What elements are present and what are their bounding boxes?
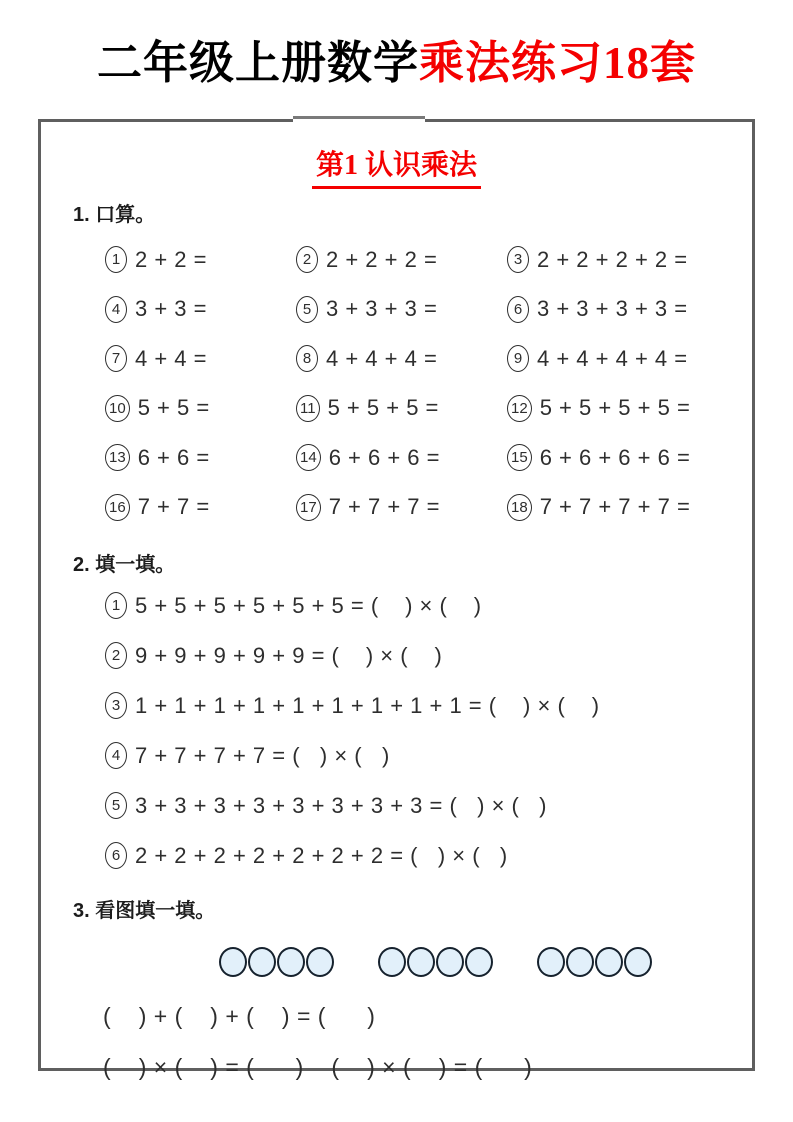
question-1-label: 1. 口算。 xyxy=(73,203,156,226)
circled-number: 3 xyxy=(105,692,127,719)
circled-number: 4 xyxy=(105,296,127,323)
counter-circle xyxy=(277,947,305,977)
q1-problem-5 xyxy=(296,284,507,334)
q3-circle-row xyxy=(219,947,752,977)
counter-circle xyxy=(566,947,594,977)
expression: 1 + 1 + 1 + 1 + 1 + 1 + 1 + 1 + 1 = ( ) × ( ) xyxy=(135,692,600,718)
counter-circle xyxy=(248,947,276,977)
expression: 4 + 4 + 4 = xyxy=(326,345,438,371)
expression: 7 + 7 = xyxy=(137,494,210,519)
expression: 5 + 5 + 5 + 5 + 5 + 5 = ( ) × ( ) xyxy=(135,592,482,618)
q1-problem-3 xyxy=(507,235,752,285)
expression: 2 + 2 + 2 + 2 + 2 + 2 + 2 = ( ) × ( ) xyxy=(135,842,508,868)
expression: 6 + 6 + 6 + 6 = xyxy=(539,444,691,470)
expression: 2 + 2 + 2 + 2 = xyxy=(537,246,688,272)
question-2-label: 2. 填一填。 xyxy=(73,553,176,576)
q2-problem-5 xyxy=(105,781,752,831)
circled-number: 18 xyxy=(507,494,532,521)
counter-circle xyxy=(219,947,247,977)
q1-problem-8 xyxy=(296,334,507,384)
circled-number: 13 xyxy=(105,444,130,471)
q1-problem-15 xyxy=(507,433,752,483)
page-title-red-part: 乘法练习18套 xyxy=(419,38,697,88)
circled-number: 6 xyxy=(105,842,127,869)
q1-problem-10 xyxy=(105,383,296,433)
worksheet-page xyxy=(0,38,793,1122)
expression: 3 + 3 = xyxy=(135,296,208,321)
q2-problem-6 xyxy=(105,831,752,881)
expression: 9 + 9 + 9 + 9 + 9 = ( ) × ( ) xyxy=(135,642,443,668)
q2-problem-4 xyxy=(105,731,752,781)
circled-number: 12 xyxy=(507,395,532,422)
section-title-wrap xyxy=(41,143,752,189)
page-title xyxy=(0,38,793,90)
question-2-list xyxy=(105,581,752,881)
circled-number: 9 xyxy=(507,345,529,372)
q1-problem-7 xyxy=(105,334,296,384)
circled-number: 7 xyxy=(105,345,127,372)
expression: 4 + 4 = xyxy=(135,345,208,371)
circled-number: 2 xyxy=(296,246,318,273)
expression: 3 + 3 + 3 + 3 = xyxy=(537,296,688,321)
q1-problem-9 xyxy=(507,334,752,384)
q1-problem-13 xyxy=(105,433,296,483)
circled-number: 16 xyxy=(105,494,130,521)
q1-problem-17 xyxy=(296,482,507,532)
question-1-grid xyxy=(105,235,752,532)
q2-problem-3 xyxy=(105,681,752,731)
circled-number: 4 xyxy=(105,742,127,769)
q1-problem-1 xyxy=(105,235,296,285)
counter-circle xyxy=(465,947,493,977)
circled-number: 3 xyxy=(507,246,529,273)
circled-number: 11 xyxy=(296,395,320,422)
circle-group-2 xyxy=(378,947,493,977)
counter-circle xyxy=(436,947,464,977)
circled-number: 17 xyxy=(296,494,321,521)
expression: 2 + 2 = xyxy=(135,246,208,272)
counter-circle xyxy=(595,947,623,977)
expression: 7 + 7 + 7 + 7 = ( ) × ( ) xyxy=(135,742,390,768)
q1-problem-11 xyxy=(296,383,507,433)
counter-circle xyxy=(537,947,565,977)
circled-number: 2 xyxy=(105,642,127,669)
circled-number: 6 xyxy=(507,296,529,323)
counter-circle xyxy=(306,947,334,977)
expression: 5 + 5 + 5 = xyxy=(327,395,439,420)
counter-circle xyxy=(407,947,435,977)
worksheet-box xyxy=(38,119,755,1080)
q1-problem-4 xyxy=(105,284,296,334)
counter-circle xyxy=(378,947,406,977)
circled-number: 5 xyxy=(105,792,127,819)
expression: 6 + 6 + 6 = xyxy=(328,444,440,470)
expression: 7 + 7 + 7 = xyxy=(328,494,440,519)
expression: 5 + 5 = xyxy=(137,395,210,420)
expression: 4 + 4 + 4 + 4 = xyxy=(537,345,688,371)
q1-problem-2 xyxy=(296,235,507,285)
q3-addition-line: ( ) + ( ) + ( ) = ( ) xyxy=(103,1002,376,1029)
q1-problem-6 xyxy=(507,284,752,334)
counter-circle xyxy=(624,947,652,977)
circled-number: 5 xyxy=(296,296,318,323)
circled-number: 1 xyxy=(105,246,127,273)
q1-problem-16 xyxy=(105,482,296,532)
section-title: 第1 认识乘法 xyxy=(312,143,481,189)
circled-number: 8 xyxy=(296,345,318,372)
q1-problem-18 xyxy=(507,482,752,532)
q1-problem-12 xyxy=(507,383,752,433)
border-notch xyxy=(293,116,425,122)
circled-number: 15 xyxy=(507,444,532,471)
circled-number: 14 xyxy=(296,444,321,471)
page-title-black-part: 二年级上册数学 xyxy=(96,38,419,88)
expression: 6 + 6 = xyxy=(137,444,210,470)
q2-problem-1 xyxy=(105,581,752,631)
circle-group-1 xyxy=(219,947,334,977)
expression: 5 + 5 + 5 + 5 = xyxy=(539,395,691,420)
circled-number: 1 xyxy=(105,592,127,619)
expression: 7 + 7 + 7 + 7 = xyxy=(539,494,691,519)
circled-number: 10 xyxy=(105,395,130,422)
expression: 3 + 3 + 3 = xyxy=(326,296,438,321)
q2-problem-2 xyxy=(105,631,752,681)
expression: 2 + 2 + 2 = xyxy=(326,246,438,272)
q3-multiplication-line: ( ) × ( ) = ( ) ( ) × ( ) = ( ) xyxy=(103,1053,533,1080)
expression: 3 + 3 + 3 + 3 + 3 + 3 + 3 + 3 = ( ) × ( ) xyxy=(135,792,548,818)
circle-group-3 xyxy=(537,947,652,977)
question-3-label: 3. 看图填一填。 xyxy=(73,899,216,922)
q1-problem-14 xyxy=(296,433,507,483)
